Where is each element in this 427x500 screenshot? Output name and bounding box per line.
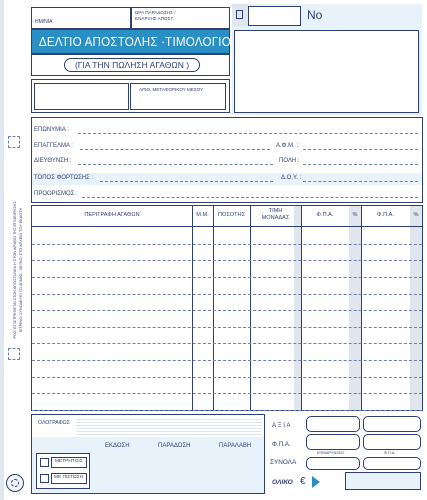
credit-checkbox[interactable] [40, 474, 49, 483]
items-table [31, 205, 423, 411]
delivery-time-field[interactable] [131, 7, 230, 29]
document-title: ΔΕΛΤΙΟ ΑΠΟΣΤΟΛΗΣ ·ΤΙΜΟΛΟΓΙΟ [38, 35, 231, 49]
customer-section [31, 117, 423, 203]
issuer-details-box[interactable] [234, 30, 419, 113]
value-label: Α Ξ Ι Α [272, 422, 291, 429]
city-line[interactable] [303, 164, 418, 165]
vat-sum-field[interactable] [363, 457, 421, 470]
credit-button[interactable] [51, 473, 87, 484]
grand-total-label: ΟΛΙΚΟ [272, 479, 293, 486]
delivery-signature-label: ΠΑΡΑΔΟΣΗ [158, 443, 191, 449]
profession-line[interactable] [80, 149, 270, 150]
receiver-signature-label: ΠΑΡΑΛΑΒΗ [219, 443, 252, 449]
table-row[interactable] [32, 327, 422, 328]
cash-label: ΜΕΤΡΗΤΟΙΣ [55, 459, 83, 464]
cash-button[interactable] [51, 457, 87, 468]
customer-name-line[interactable] [78, 133, 418, 134]
amount-in-words-area[interactable] [76, 417, 262, 435]
time-label-line2: ΕΝΑΡΞΗΣ ΑΠΟΣΤ. [135, 16, 175, 21]
side-copy-instruction-2: ΚΙΤΡΙΝΟ: ΣΥΝΟΔΕΥΕΙ ΤΟ ΑΓΑΘΟ · ΛΕΥΚΟ: ΣΤΟ ΑΡΧΕΙΟ ΤΟΥ ΕΚΔΟΤΗ [19, 207, 24, 333]
table-row[interactable] [32, 277, 422, 278]
header-pct-2: % [413, 212, 419, 218]
document-subtitle: (ΓΙΑ ΤΗΝ ΠΩΛΗΣΗ ΑΓΑΘΩΝ ) [64, 58, 200, 72]
afm-label: Α.Φ.Μ. : [276, 143, 299, 149]
vat-total-label: Φ.Π.Α. [272, 441, 291, 448]
date-field[interactable] [31, 7, 131, 29]
header-unit-price-2: ΜΟΝΑΔΑΣ [261, 215, 290, 221]
document-number-label: No [307, 8, 323, 22]
vehicle-number-field-2[interactable] [130, 83, 226, 110]
table-row[interactable] [32, 410, 422, 411]
credit-label: ΜΕ ΠΙΣΤΩΣΗ [54, 475, 84, 480]
vehicle-number-field-1[interactable] [34, 83, 129, 110]
loading-place-line[interactable] [100, 181, 273, 182]
header-unit-price-1: ΤΙΜΗ [268, 208, 283, 214]
vat-small-label: Φ.Π.Α. [384, 451, 396, 455]
vehicle-number-label: ΑΡΙΘ. ΜΕΤΑΦΟΡΙΚΟΥ ΜΕΣΟΥ [139, 87, 204, 92]
value-vat-field[interactable] [363, 416, 421, 432]
address-line[interactable] [78, 164, 273, 165]
profession-label: ΕΠΑΓΓΕΛΜΑ : [34, 143, 73, 149]
subtitle-area [31, 54, 230, 76]
side-copy-instruction-1: ΡΟΖ: ΕΠΙΣΤΡΕΦΕΤΑΙ ΣΤΟΝ ΑΠΟΣΤΟΛΕΑ Η ΣΤΟΝ ΑΡΧΕΙΟ ΤΗΣ ΕΠΙΧΕΙΡΗΣΗΣ [13, 201, 18, 339]
footer-left-block [31, 414, 265, 494]
loading-place-label: ΤΟΠΟΣ ΦΟΡΤΩΣΗΣ : [34, 175, 94, 181]
table-row[interactable] [32, 310, 422, 311]
destination-label: ΠΡΟΟΡΙΣΜΟΣ : [34, 191, 78, 197]
total-arrow-icon [312, 476, 320, 488]
cash-checkbox[interactable] [40, 458, 49, 467]
grand-total-field[interactable] [345, 472, 421, 490]
table-row[interactable] [32, 343, 422, 344]
retention-label: ΕΠΙΒΑΡΥΝΣΕΙΣ [317, 451, 345, 455]
date-label: ΗΜ/ΝΙΑ [35, 19, 53, 25]
value-amount-field[interactable] [306, 416, 360, 432]
payment-method-box [36, 453, 90, 489]
customer-name-label: ΕΠΩΝΥΜΙΑ : [34, 127, 69, 133]
totals-panel [266, 414, 423, 494]
title-bar [31, 29, 230, 54]
vat-amount-field[interactable] [306, 434, 360, 450]
table-row[interactable] [32, 294, 422, 295]
currency-symbol: € [300, 476, 306, 487]
header-vat-1: Φ.Π.Α. [316, 212, 334, 218]
doy-label: Δ.Ο.Υ. : [281, 175, 302, 181]
publisher-logo-icon [6, 474, 24, 492]
sums-label: ΣΥΝΟΛΑ [270, 459, 297, 466]
header-unit: Μ.Μ. [196, 212, 209, 218]
afm-line[interactable] [303, 149, 418, 150]
header-vat-2: Φ.Π.Α. [377, 212, 394, 218]
table-row[interactable] [32, 377, 422, 378]
perforation-strip [0, 0, 4, 500]
header-description: ΠΕΡΙΓΡΑΦΗ ΑΓΑΘΩΝ [84, 212, 140, 218]
vat-vat-field[interactable] [363, 434, 421, 450]
doy-line[interactable] [303, 181, 418, 182]
retention-field[interactable] [306, 457, 360, 470]
header-quantity: ΠΟΣΟΤΗΣ [217, 212, 246, 218]
destination-line[interactable] [82, 197, 418, 198]
in-words-label: ΟΛΟΓΡΑΦΩΣ [38, 420, 70, 426]
address-label: ΔΙΕΥΘΥΝΣΗ : [34, 158, 72, 164]
table-row[interactable] [32, 360, 422, 361]
header-pct-1: % [352, 212, 358, 218]
table-row[interactable] [32, 260, 422, 261]
item-rows [32, 227, 422, 410]
logo-tab [232, 4, 248, 26]
time-label-line1: ΩΡΑ ΠΑΡΑΔΟΣΗΣ / [135, 10, 176, 15]
issuer-signature-label: ΕΚΔΟΣΗ [105, 443, 130, 449]
logo-icon [236, 10, 243, 19]
punch-hole-top [8, 136, 20, 148]
table-row[interactable] [32, 244, 422, 245]
table-row[interactable] [32, 393, 422, 394]
city-label: ΠΟΛΗ : [279, 158, 300, 164]
document-number-field[interactable] [248, 6, 301, 26]
vehicle-number-block [31, 79, 230, 113]
issuer-panel [232, 4, 422, 115]
